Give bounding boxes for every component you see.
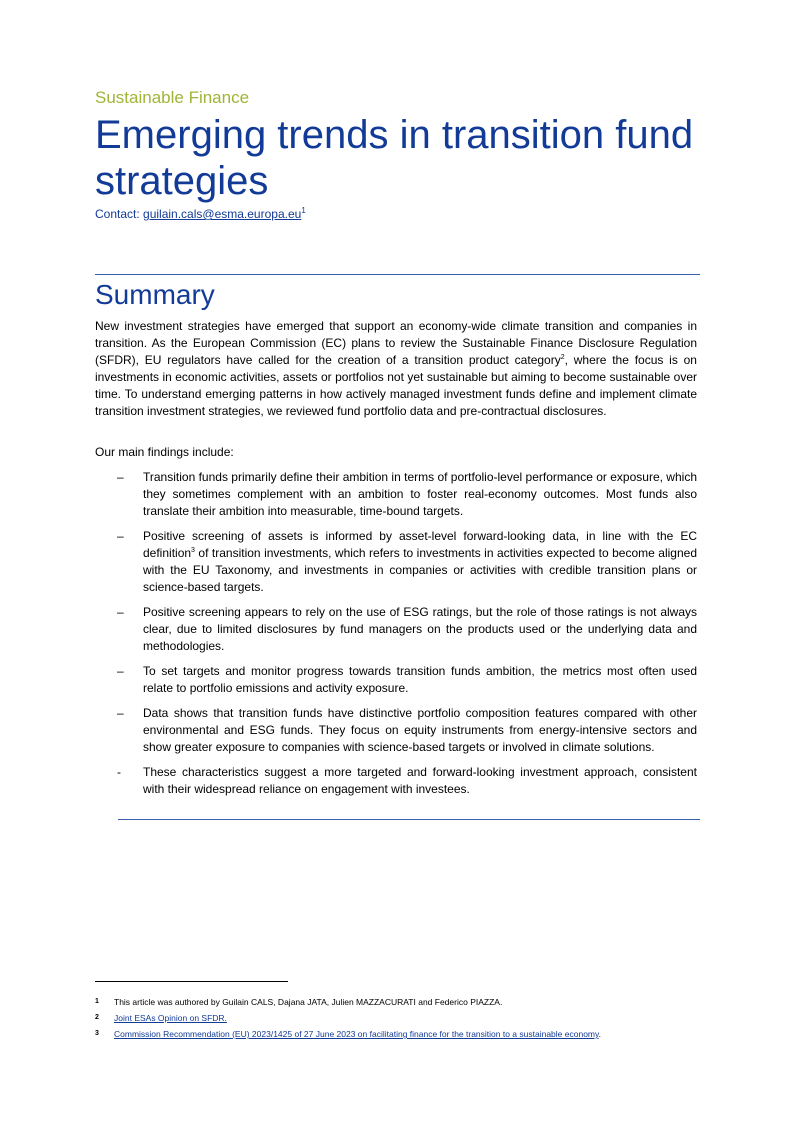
finding-text-part2: of transition investments, which refers to investments in activities expected to become aligned with the EU Taxonomy, and investments in companies or activities with credible transition plans or science-based targets. [143, 546, 697, 594]
finding-item [95, 705, 697, 756]
summary-heading: Summary [95, 279, 215, 310]
findings-list [95, 469, 697, 806]
finding-item [95, 604, 697, 655]
finding-text: These characteristics suggest a more targeted and forward-looking investment approach, consistent with their widespread reliance on engagement with investees. [143, 765, 697, 796]
footnote-text: This article was authored by Guilain CALS, Dajana JATA, Julien MAZZACURATI and Federico PIAZZA. [114, 997, 503, 1007]
finding-text: To set targets and monitor progress towards transition funds ambition, the metrics most often used relate to portfolio emissions and activity exposure. [143, 664, 697, 695]
footnote-ref-3[interactable]: 3 [191, 547, 195, 554]
finding-text: Positive screening appears to rely on the use of ESG ratings, but the role of those ratings is not always clear, due to limited disclosures by fund managers on the products used or the underlying data and methodologies. [143, 605, 697, 653]
footnote-trailing-period: . [598, 1029, 601, 1039]
finding-text: Data shows that transition funds have distinctive portfolio composition features compared with other environmental and ESG funds. They focus on equity instruments from energy-intensive sectors and show greater exposure to companies with science-based targets or involved in climate solutions. [143, 706, 697, 754]
footnote-3 [95, 1028, 700, 1040]
finding-text: Transition funds primarily define their ambition in terms of portfolio-level performance or exposure, which they sometimes complement with an ambition to foster real-economy outcomes. Most funds also translate their ambition into measurable, time-bound targets. [143, 470, 697, 518]
section-divider-top [95, 274, 700, 275]
finding-item [95, 528, 697, 596]
contact-email-link[interactable]: guilain.cals@esma.europa.eu [143, 207, 302, 221]
finding-item [95, 663, 697, 697]
bullet-dash: – [117, 664, 124, 678]
bullet-dash: – [117, 605, 124, 619]
article-title: Emerging trends in transition fund strategies [95, 113, 694, 203]
footnote-link[interactable]: Joint ESAs Opinion on SFDR. [114, 1013, 227, 1023]
footnote-number: 3 [95, 1030, 99, 1037]
footnote-link[interactable]: Commission Recommendation (EU) 2023/1425 of 27 June 2023 on facilitating finance for the transition to a sustainable economy [114, 1029, 599, 1039]
section-divider-bottom [118, 819, 700, 820]
footnote-separator [95, 981, 288, 982]
finding-item [95, 469, 697, 520]
intro-text-part1: New investment strategies have emerged that support an economy-wide climate transition and companies in transition. As the European Commission (EC) plans to review the Sustainable Finance Disclosure Regulation (SFDR), EU regulators have called for the creation of a transition product category [95, 319, 697, 367]
section-kicker: Sustainable Finance [95, 88, 250, 107]
bullet-dash: – [117, 706, 124, 720]
footnote-ref-2[interactable]: 2 [560, 354, 565, 361]
bullet-dash: – [117, 470, 124, 484]
contact-label: Contact: [95, 207, 144, 221]
contact-line [95, 207, 306, 222]
footnote-1 [95, 996, 700, 1008]
footnote-2 [95, 1012, 700, 1024]
footnote-number: 2 [95, 1014, 99, 1021]
intro-text-part2: , where the focus is on investments in economic activities, assets or portfolios not yet sustainable but aiming to become sustainable over time. To understand emerging patterns in how actively managed investment funds define and implement climate transition investment strategies, we reviewed fund portfolio data and pre-contractual disclosures. [95, 353, 697, 418]
footnotes [95, 996, 700, 1044]
summary-intro-paragraph [95, 318, 697, 420]
bullet-dash: – [117, 529, 124, 543]
footnote-ref-1[interactable]: 1 [301, 206, 306, 215]
bullet-dash: - [117, 765, 121, 779]
finding-item [95, 764, 697, 798]
finding-text-part1: Positive screening of assets is informed by asset-level forward-looking data, in line with the EC definition [143, 529, 697, 560]
footnote-number: 1 [95, 998, 99, 1005]
findings-label: Our main findings include: [95, 445, 234, 459]
